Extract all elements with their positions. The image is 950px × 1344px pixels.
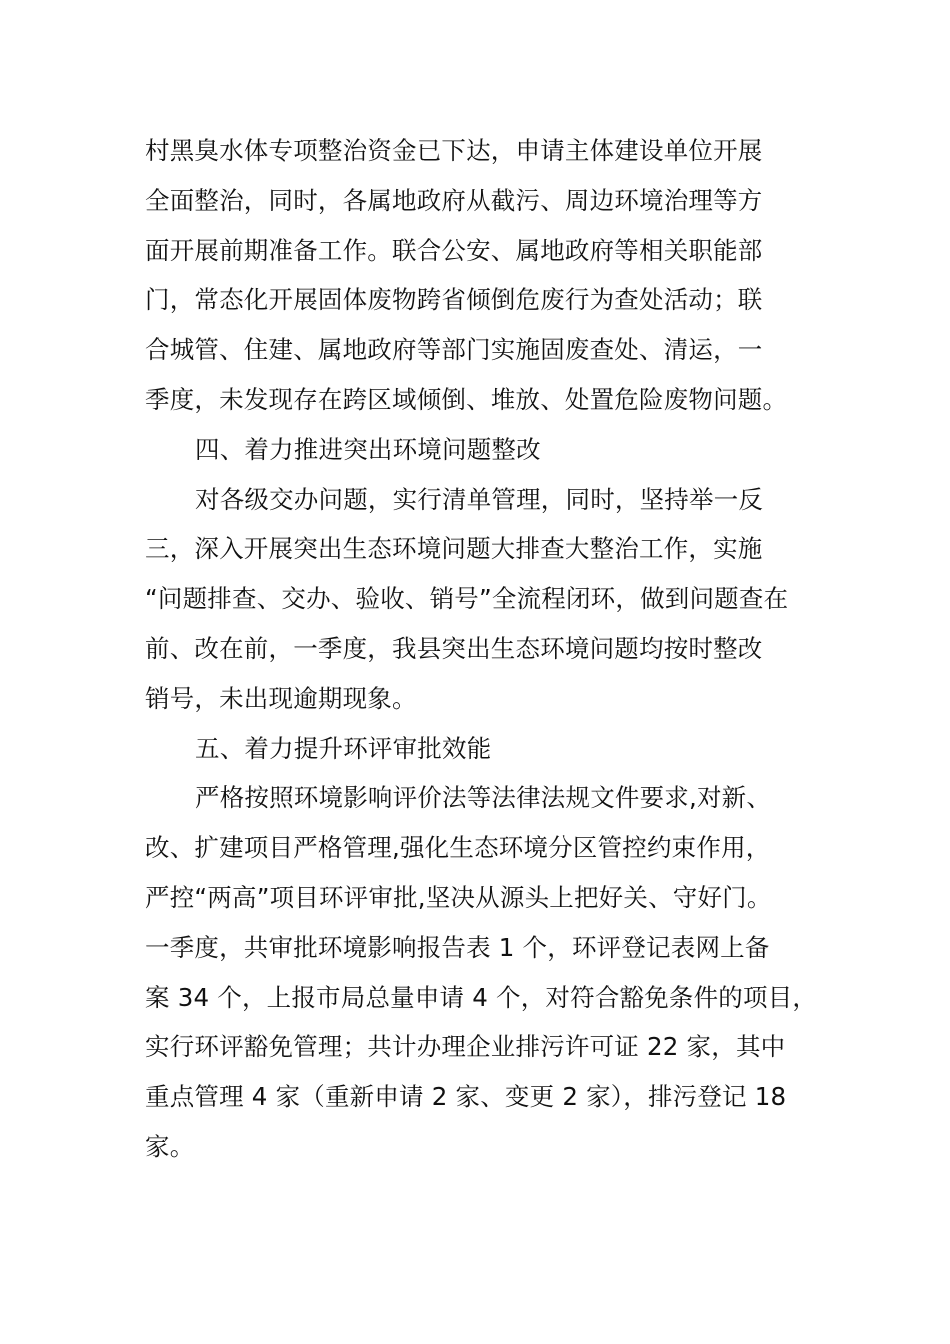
- paragraph-line: 村黑臭水体专项整治资金已下达，申请主体建设单位开展: [145, 136, 763, 165]
- paragraph-line: 一季度，共审批环境影响报告表 1 个，环评登记表网上备: [145, 932, 770, 962]
- paragraph-line: 案 34 个，上报市局总量申请 4 个，对符合豁免条件的项目，: [145, 982, 818, 1012]
- paragraph-line: 门，常态化开展固体废物跨省倾倒危废行为查处活动；联: [145, 285, 763, 315]
- paragraph-line: 重点管理 4 家（重新申请 2 家、变更 2 家），排污登记 18: [145, 1082, 787, 1112]
- paragraph-line: “问题排查、交办、验收、销号”全流程闭环，做到问题查在: [145, 584, 789, 614]
- document-body: [145, 126, 835, 1172]
- paragraph-line: 改、扩建项目严格管理,强化生态环境分区管控约束作用，: [145, 833, 771, 863]
- paragraph-line: 三，深入开展突出生态环境问题大排查大整治工作，实施: [145, 534, 763, 564]
- paragraph-line: 实行环评豁免管理；共计办理企业排污许可证 22 家，其中: [145, 1032, 786, 1062]
- paragraph-line: 严控“两高”项目环评审批,坚决从源头上把好关、守好门。: [145, 882, 772, 912]
- section-heading-four: 四、着力推进突出环境问题整改: [195, 434, 541, 464]
- paragraph-line: 家。: [145, 1131, 195, 1161]
- paragraph-line: 对各级交办问题，实行清单管理，同时，坚持举一反: [195, 484, 764, 514]
- paragraph-line: 全面整治，同时，各属地政府从截污、周边环境治理等方: [145, 185, 763, 215]
- section-heading-five: 五、着力提升环评审批效能: [195, 733, 492, 763]
- paragraph-line: 面开展前期准备工作。联合公安、属地政府等相关职能部: [145, 235, 763, 265]
- paragraph-line: 销号，未出现逾期现象。: [145, 683, 417, 713]
- paragraph-line: 严格按照环境影响评价法等法律法规文件要求,对新、: [195, 783, 772, 813]
- paragraph-line: 合城管、住建、属地政府等部门实施固废查处、清运，一: [145, 335, 763, 365]
- paragraph-line: 前、改在前，一季度，我县突出生态环境问题均按时整改: [145, 633, 763, 663]
- paragraph-line: 季度，未发现存在跨区域倾倒、堆放、处置危险废物问题。: [145, 384, 788, 414]
